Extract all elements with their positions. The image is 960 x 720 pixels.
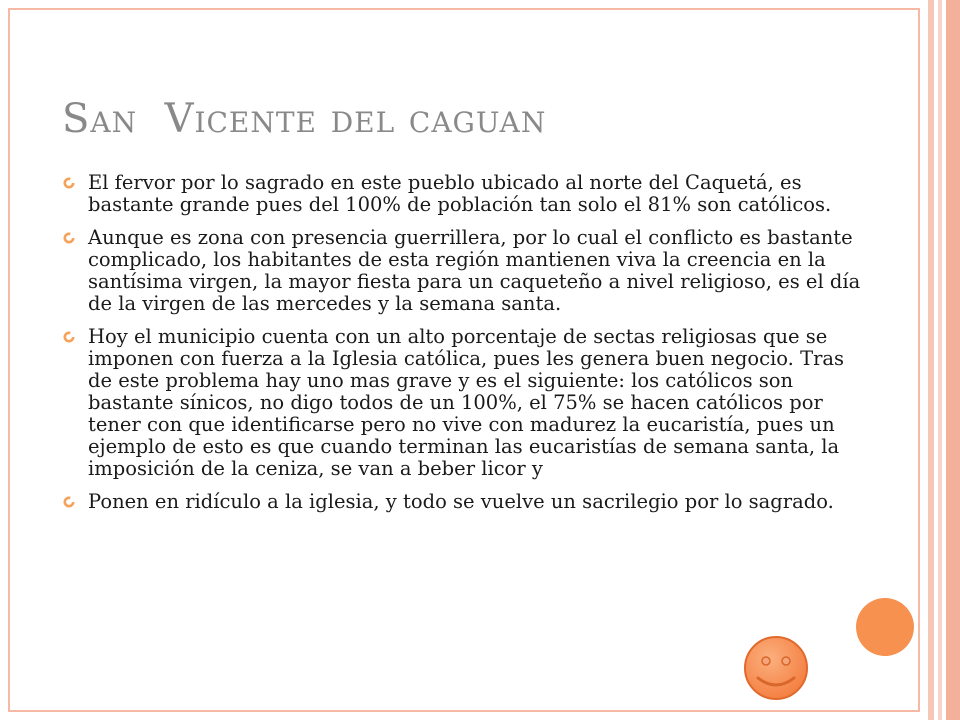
slide-title xyxy=(62,96,842,142)
right-decor-strip xyxy=(928,0,934,720)
list-item xyxy=(62,172,862,216)
bullet-ring-icon xyxy=(62,231,76,245)
title-part-1: San xyxy=(62,96,138,142)
list-item xyxy=(62,227,862,315)
list-item xyxy=(62,326,862,480)
bullet-text: Hoy el municipio cuenta con un alto porcentaje de sectas religiosas que se imponen con fuerza a la Iglesia católica, pues les genera buen negocio. Tras de este problema hay uno mas grave y es el siguiente: los católicos son bastante sínicos, no digo todos de un 100%, el 75% se hacen católicos por tener con que identificarse pero no vive con madurez la eucaristía, pues un ejemplo de esto es que cuando terminan las eucaristías de semana santa, la imposición de la ceniza, se van a beber licor y xyxy=(88,325,845,480)
bullet-text: El fervor por lo sagrado en este pueblo ubicado al norte del Caquetá, es bastante grande pues del 100% de población tan solo el 81% son católicos. xyxy=(88,171,832,216)
bullet-ring-icon xyxy=(62,330,76,344)
right-decor-strip xyxy=(938,0,942,720)
list-item xyxy=(62,491,862,513)
bullet-ring-icon xyxy=(62,495,76,509)
decorative-orange-circle xyxy=(856,598,914,656)
bullet-text: Aunque es zona con presencia guerrillera, por lo cual el conflicto es bastante complicado, los habitantes de esta región mantienen viva la creencia en la santísima virgen, la mayor fiesta para un caqueteño a nivel religioso, es el día de la virgen de las mercedes y la semana santa. xyxy=(88,226,861,315)
smiley-face-icon xyxy=(742,634,810,702)
bullet-text: Ponen en ridículo a la iglesia, y todo se vuelve un sacrilegio por lo sagrado. xyxy=(88,490,834,513)
bullet-ring-icon xyxy=(62,176,76,190)
title-part-2: Vicente del caguan xyxy=(164,96,547,142)
bullet-list xyxy=(62,172,862,524)
right-decor-strip xyxy=(946,0,960,720)
